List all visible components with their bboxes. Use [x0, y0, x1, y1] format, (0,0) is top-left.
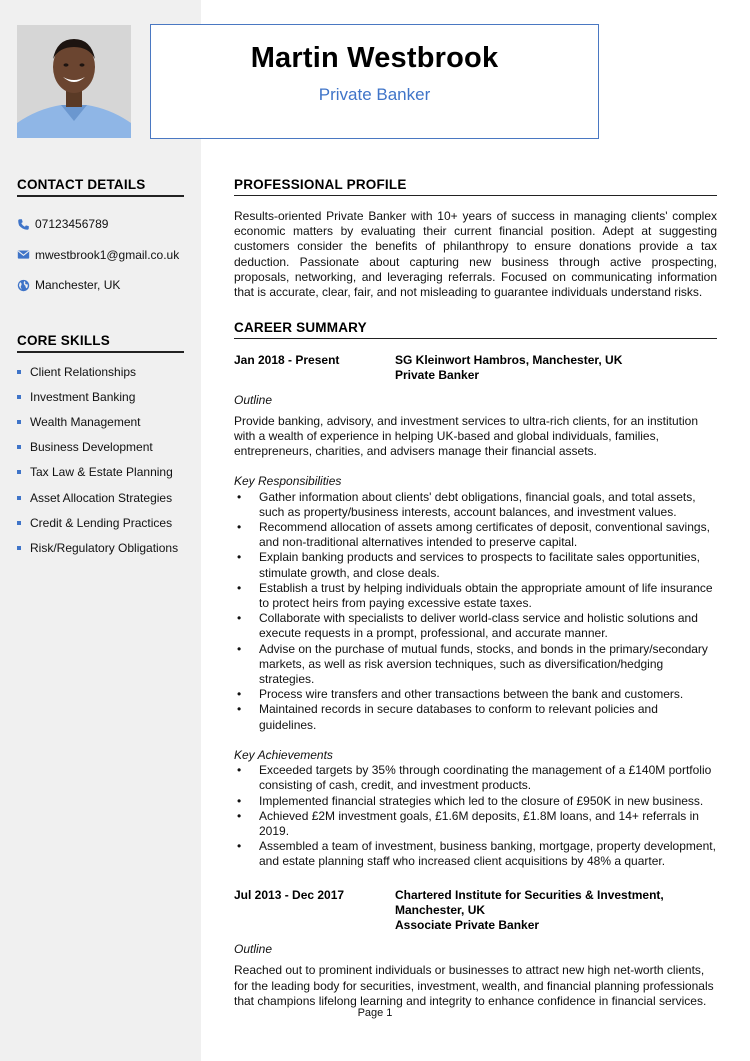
list-item: • Implemented financial strategies which led to the closure of £950K in new business.	[234, 794, 717, 809]
profile-photo	[17, 25, 131, 138]
list-item: • Recommend allocation of assets among certificates of deposit, conventional savings, and non-traditional alternatives intended to preserve capital.	[234, 520, 717, 550]
job-employer: Chartered Institute for Securities & Investment,	[395, 887, 664, 902]
list-item: • Process wire transfers and other transactions between the bank and customers.	[234, 687, 717, 702]
list-item: • Exceeded targets by 35% through coordinating the management of a £140M portfolio consisting of cash, credit, and investment products.	[234, 763, 717, 793]
job-date: Jul 2013 - Dec 2017	[234, 887, 345, 902]
list-item: • Assembled a team of investment, business banking, mortgage, property development, and estate planning staff who increased client acquisitions by 48% a quarter.	[234, 839, 717, 869]
candidate-name: Martin Westbrook	[250, 42, 499, 74]
career-heading: CAREER SUMMARY	[234, 320, 717, 339]
list-item: • Collaborate with specialists to deliver world-class service and holistic solutions and execute requests in a prompt, professional, and accurate manner.	[234, 611, 717, 641]
responsibilities-label: Key Responsibilities	[234, 474, 342, 489]
skill-item: Client Relationships	[17, 359, 184, 384]
skill-item: Asset Allocation Strategies	[17, 485, 184, 510]
contact-phone	[17, 209, 184, 240]
skill-item: Wealth Management	[17, 409, 184, 434]
skills-heading: CORE SKILLS	[17, 333, 184, 353]
outline-label: Outline	[234, 942, 273, 957]
contact-location-text: Manchester, UK	[35, 278, 121, 293]
job-employer: SG Kleinwort Hambros, Manchester, UK	[395, 353, 623, 368]
skill-item: Tax Law & Estate Planning	[17, 460, 184, 485]
phone-icon	[17, 218, 30, 231]
globe-icon	[17, 279, 30, 292]
envelope-icon	[17, 248, 30, 261]
list-item: • Achieved £2M investment goals, £1.6M deposits, £1.8M loans, and 14+ referrals in 2019.	[234, 809, 717, 839]
list-item: • Advise on the purchase of mutual funds, stocks, and bonds in the primary/secondary markets, as well as risk aversion techniques, such as diversification/hedging strategies.	[234, 642, 717, 688]
job-outline: Reached out to prominent individuals or businesses to attract new high net-worth clients, for the leading body for securities, investment, wealth, and financial planning professionals that champions lifelong learning and integrity to enhance confidence in financial services.	[234, 963, 714, 1008]
profile-text: Results-oriented Private Banker with 10+ years of success in managing clients' complex economic matters by evaluating their current financial position. Adept at suggesting customers consider the benefits of philanthropy to ensure donations provide a tax deduction. Passionate about capturing new business through active prospecting, proposals, networking, and leveraging referrals. Focused on communicating information that is accurate, clear, fair, and not misleading to guarantee individuals understand risks.	[234, 209, 717, 300]
job-employer-location: Manchester, UK	[395, 902, 486, 917]
skill-item: Investment Banking	[17, 384, 184, 409]
candidate-role: Private Banker	[318, 85, 431, 104]
job-outline: Provide banking, advisory, and investment services to ultra-rich clients, for an institution with a wealth of experience in helping UK-based and global individuals, families, entrepreneurs, charities, and advisers manage their financial assets.	[234, 413, 698, 459]
responsibilities-list	[234, 490, 717, 733]
list-item: • Establish a trust by helping individuals obtain the appropriate amount of life insurance to protect heirs from paying excessive estate taxes.	[234, 581, 717, 611]
job-header	[234, 353, 717, 383]
profile-heading: PROFESSIONAL PROFILE	[234, 177, 717, 196]
contact-section	[17, 177, 184, 301]
square-bullet-icon	[17, 546, 21, 550]
contact-email	[17, 240, 184, 271]
contact-heading: CONTACT DETAILS	[17, 177, 184, 197]
list-item: • Gather information about clients' debt obligations, financial goals, and total assets, such as property/business interests, account balances, and investment values.	[234, 490, 717, 520]
square-bullet-icon	[17, 370, 21, 374]
square-bullet-icon	[17, 496, 21, 500]
square-bullet-icon	[17, 470, 21, 474]
skill-item: Credit & Lending Practices	[17, 510, 184, 535]
job-date: Jan 2018 - Present	[234, 353, 340, 368]
job-title: Private Banker	[395, 368, 480, 383]
main-column	[234, 177, 717, 1009]
page-number: Page 1	[357, 1007, 393, 1019]
square-bullet-icon	[17, 521, 21, 525]
job-header	[234, 888, 717, 934]
square-bullet-icon	[17, 395, 21, 399]
skills-section	[17, 333, 184, 561]
list-item: • Maintained records in secure databases to conform to relevant policies and guidelines.	[234, 702, 717, 732]
list-item: • Explain banking products and services to prospects to facilitate sales opportunities, stimulate growth, and close deals.	[234, 550, 717, 580]
name-box	[150, 24, 599, 139]
skill-item: Business Development	[17, 435, 184, 460]
square-bullet-icon	[17, 420, 21, 424]
contact-location	[17, 270, 184, 301]
contact-email-text: mwestbrook1@gmail.co.uk	[35, 247, 180, 262]
achievements-label: Key Achievements	[234, 747, 333, 762]
achievements-list	[234, 763, 717, 869]
contact-phone-text: 07123456789	[35, 217, 109, 232]
square-bullet-icon	[17, 445, 21, 449]
outline-label: Outline	[234, 392, 273, 407]
job-title: Associate Private Banker	[395, 917, 540, 932]
skill-item: Risk/Regulatory Obligations	[17, 535, 184, 560]
